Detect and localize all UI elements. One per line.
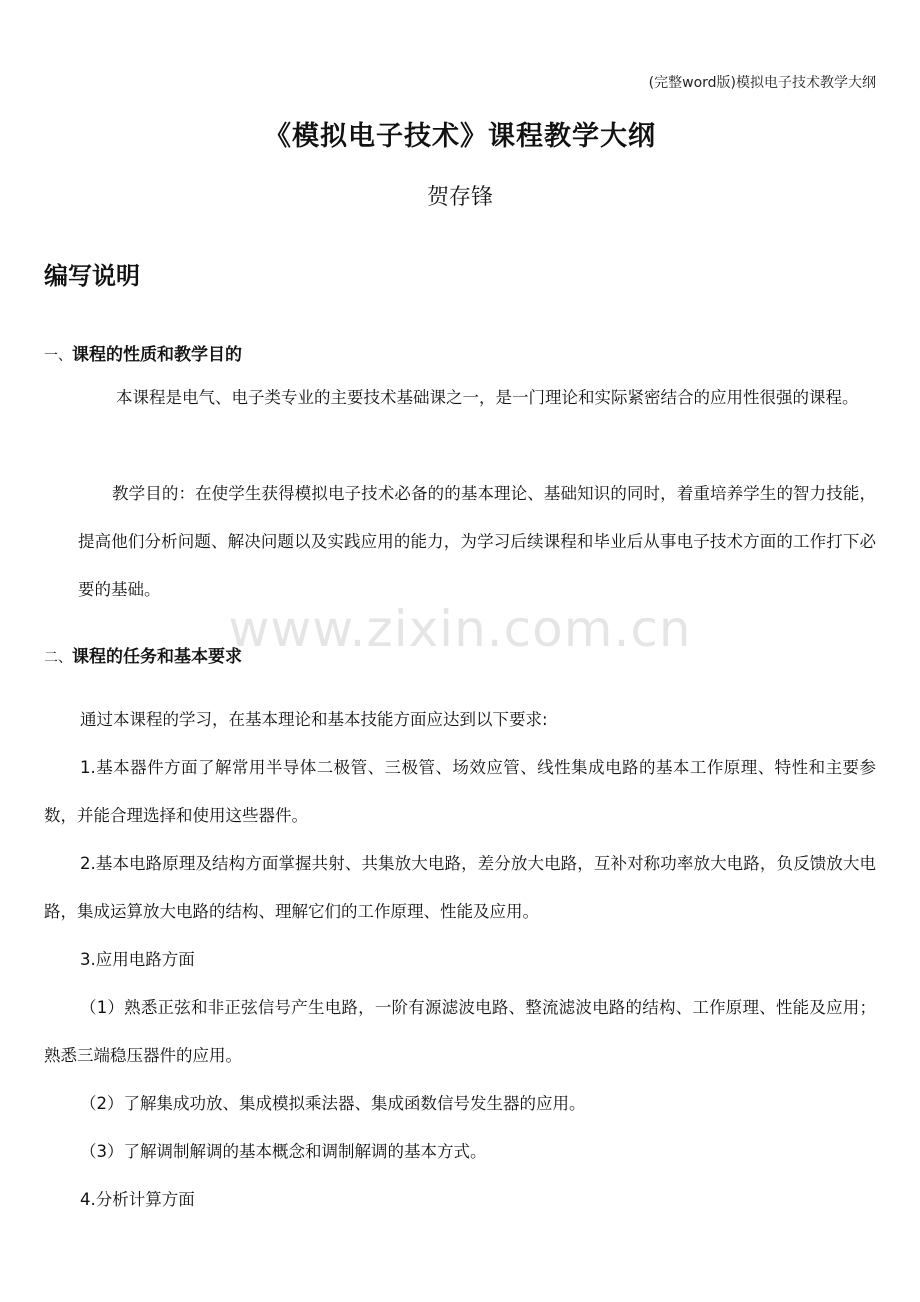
page-header-note: (完整word版)模拟电子技术教学大纲 xyxy=(648,75,876,91)
subsection-title: 课程的性质和教学目的 xyxy=(72,345,242,365)
paragraph-item-1: （1）熟悉正弦和非正弦信号产生电路，一阶有源滤波电路、整流滤波电路的结构、工作原理、性能及应用；熟悉三端稳压器件的应用。 xyxy=(44,998,876,1065)
watermark: www.zixin.com.cn xyxy=(228,600,692,658)
paragraph-item-2: （2）了解集成功放、集成模拟乘法器、集成函数信号发生器的应用。 xyxy=(80,1094,586,1113)
paragraph-requirement-2: 2.基本电路原理及结构方面掌握共射、共集放大电路，差分放大电路，互补对称功率放大电路，负反馈放大电路，集成运算放大电路的结构、理解它们的工作原理、性能及应用。 xyxy=(44,854,876,921)
paragraph-intro: 通过本课程的学习，在基本理论和基本技能方面应达到以下要求: xyxy=(80,710,548,729)
subsection-heading-1 xyxy=(44,340,242,365)
paragraph-requirement-4: 4.分析计算方面 xyxy=(80,1190,195,1209)
paragraph-requirement-3: 3.应用电路方面 xyxy=(80,950,195,969)
document-author: 贺存锋 xyxy=(426,185,493,210)
subsection-heading-2 xyxy=(44,642,242,667)
subsection-title: 课程的任务和基本要求 xyxy=(72,647,242,667)
section-heading: 编写说明 xyxy=(44,262,140,290)
document-title: 《模拟电子技术》课程教学大纲 xyxy=(264,121,656,152)
paragraph-course-nature: 本课程是电气、电子类专业的主要技术基础课之一，是一门理论和实际紧密结合的应用性很强的课程。 xyxy=(116,388,859,407)
subsection-number: 二、 xyxy=(44,650,72,666)
paragraph-requirement-1: 1.基本器件方面了解常用半导体二极管、三极管、场效应管、线性集成电路的基本工作原理、特性和主要参数，并能合理选择和使用这些器件。 xyxy=(44,758,876,825)
paragraph-item-3: （3）了解调制解调的基本概念和调制解调的基本方式。 xyxy=(80,1142,487,1161)
subsection-number: 一、 xyxy=(44,348,72,364)
paragraph-teaching-goal: 教学目的：在使学生获得模拟电子技术必备的的基本理论、基础知识的同时，着重培养学生的智力技能，提高他们分析问题、解决问题以及实践应用的能力，为学习后续课程和毕业后从事电子技术方面的工作打下必要的基础。 xyxy=(78,484,876,599)
